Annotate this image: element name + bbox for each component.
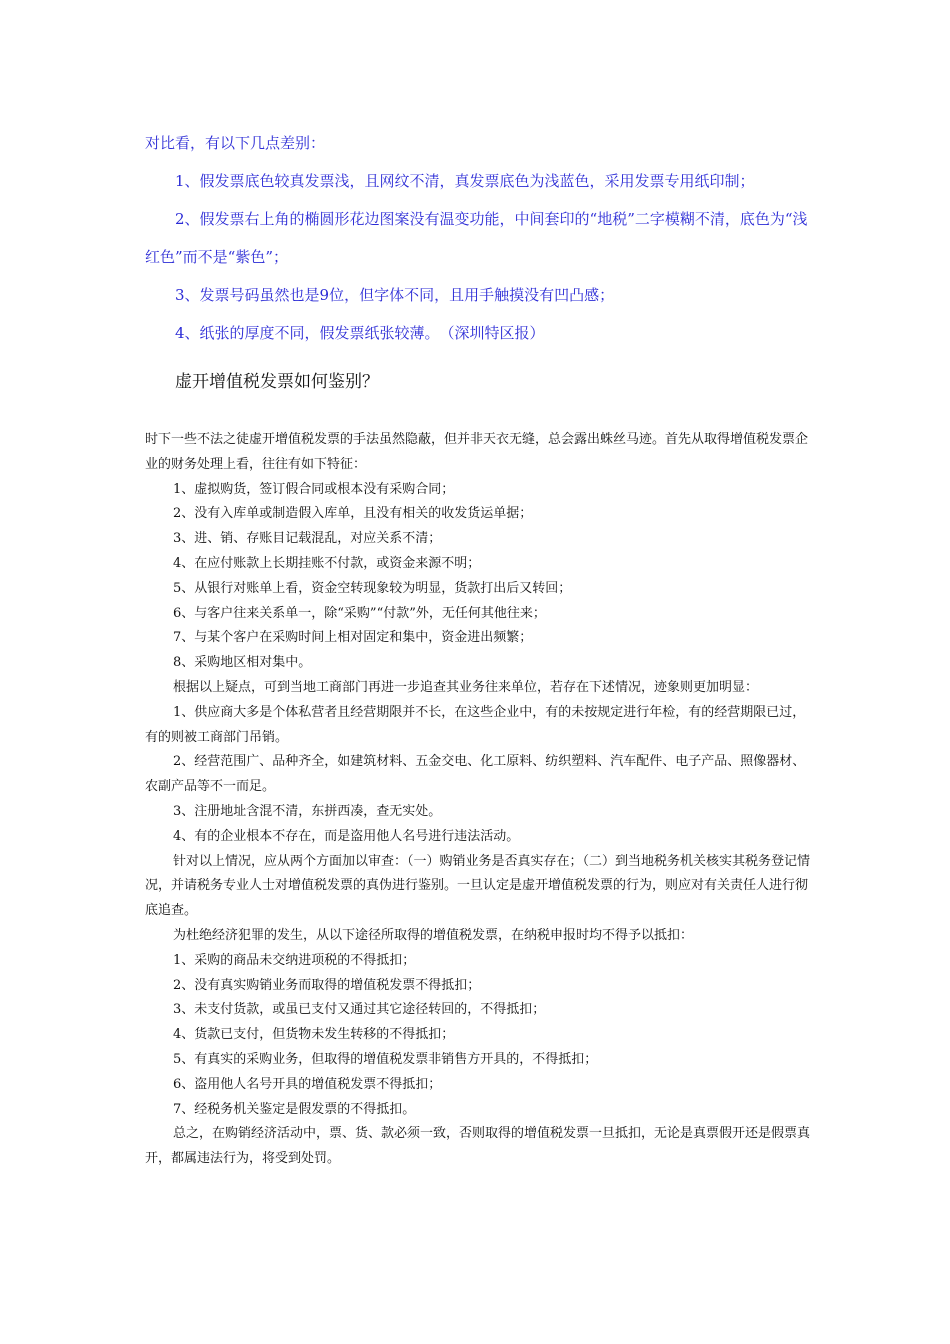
difference-item-2: 2、假发票右上角的椭圆形花边图案没有温变功能，中间套印的“地税”二字模糊不清，底色为“浅红色”而不是“紫色”； (145, 210, 808, 266)
deduction-item: 5、有真实的采购业务，但取得的增值税发票非销售方开具的，不得抵扣； (173, 1051, 598, 1067)
suspicion-item: 2、经营范围广、品种齐全，如建筑材料、五金交电、化工原料、纺织塑料、汽车配件、电子产品、照像器材、农副产品等不一而足。 (145, 754, 806, 795)
article-body (145, 428, 810, 1172)
review-paragraph: 针对以上情况，应从两个方面加以审查：（一）购销业务是否真实存在；（二）到当地税务机关核实其税务登记情况，并请税务专业人士对增值税发票的真伪进行鉴别。一旦认定是虚开增值税发票的行为，则应对有关责任人进行彻底追查。 (145, 853, 811, 919)
deduction-item: 6、盗用他人名号开具的增值税发票不得抵扣； (173, 1076, 442, 1092)
feature-item: 2、没有入库单或制造假入库单，且没有相关的收发货运单据； (173, 506, 533, 522)
feature-item: 8、采购地区相对集中。 (173, 655, 312, 671)
conclusion-paragraph: 总之，在购销经济活动中，票、货、款必须一致，否则取得的增值税发票一旦抵扣，无论是真票假开还是假票真开，都属违法行为，将受到处罚。 (145, 1126, 811, 1167)
difference-item-4: 4、纸张的厚度不同，假发票纸张较薄。 （深圳特区报） (175, 324, 545, 342)
feature-item: 1、虚拟购货，签订假合同或根本没有采购合同； (173, 481, 455, 497)
difference-item-1: 1、假发票底色较真发票浅，且网纹不清，真发票底色为浅蓝色，采用发票专用纸印制； (175, 172, 755, 190)
suspicion-item: 1、供应商大多是个体私营者且经营期限并不长，在这些企业中，有的未按规定进行年检，有的经营期限已过，有的则被工商部门吊销。 (145, 704, 806, 745)
feature-item: 6、与客户往来关系单一，除“采购”“付款”外，无任何其他往来； (173, 605, 546, 621)
deduction-intro: 为杜绝经济犯罪的发生，从以下途径所取得的增值税发票，在纳税申报时均不得予以抵扣： (173, 927, 694, 943)
section-heading: 虚开增值税发票如何鉴别？ (175, 372, 379, 392)
deduction-item: 1、采购的商品未交纳进项税的不得抵扣； (173, 952, 416, 968)
deduction-item: 3、未支付货款，或虽已支付又通过其它途径转回的，不得抵扣； (173, 1002, 546, 1018)
difference-item-3: 3、发票号码虽然也是9位，但字体不同，且用手触摸没有凹凸感； (175, 286, 615, 304)
feature-item: 3、进、销、存账目记载混乱，对应关系不清； (173, 531, 442, 547)
feature-item: 4、在应付账款上长期挂账不付款，或资金来源不明； (173, 555, 481, 571)
deduction-item: 7、经税务机关鉴定是假发票的不得抵扣。 (173, 1101, 416, 1117)
body-intro: 时下一些不法之徒虚开增值税发票的手法虽然隐蔽，但并非天衣无缝，总会露出蛛丝马迹。首先从取得增值税发票企业的财务处理上看，往往有如下特征： (145, 432, 809, 472)
invoice-differences-section (145, 124, 810, 352)
suspicion-item: 4、有的企业根本不存在，而是盗用他人名号进行违法活动。 (173, 828, 520, 844)
feature-item: 7、与某个客户在采购时间上相对固定和集中，资金进出频繁； (173, 630, 533, 646)
feature-item: 5、从银行对账单上看，资金空转现象较为明显，货款打出后又转回； (173, 580, 572, 596)
differences-intro: 对比看，有以下几点差别： (145, 134, 326, 152)
deduction-item: 2、没有真实购销业务而取得的增值税发票不得抵扣； (173, 977, 481, 993)
suspicion-intro: 根据以上疑点，可到当地工商部门再进一步追查其业务往来单位，若存在下述情况，迹象则更加明显： (173, 679, 759, 695)
deduction-item: 4、货款已支付，但货物未发生转移的不得抵扣； (173, 1027, 455, 1043)
suspicion-item: 3、注册地址含混不清，东拼西凑，查无实处。 (173, 803, 442, 819)
